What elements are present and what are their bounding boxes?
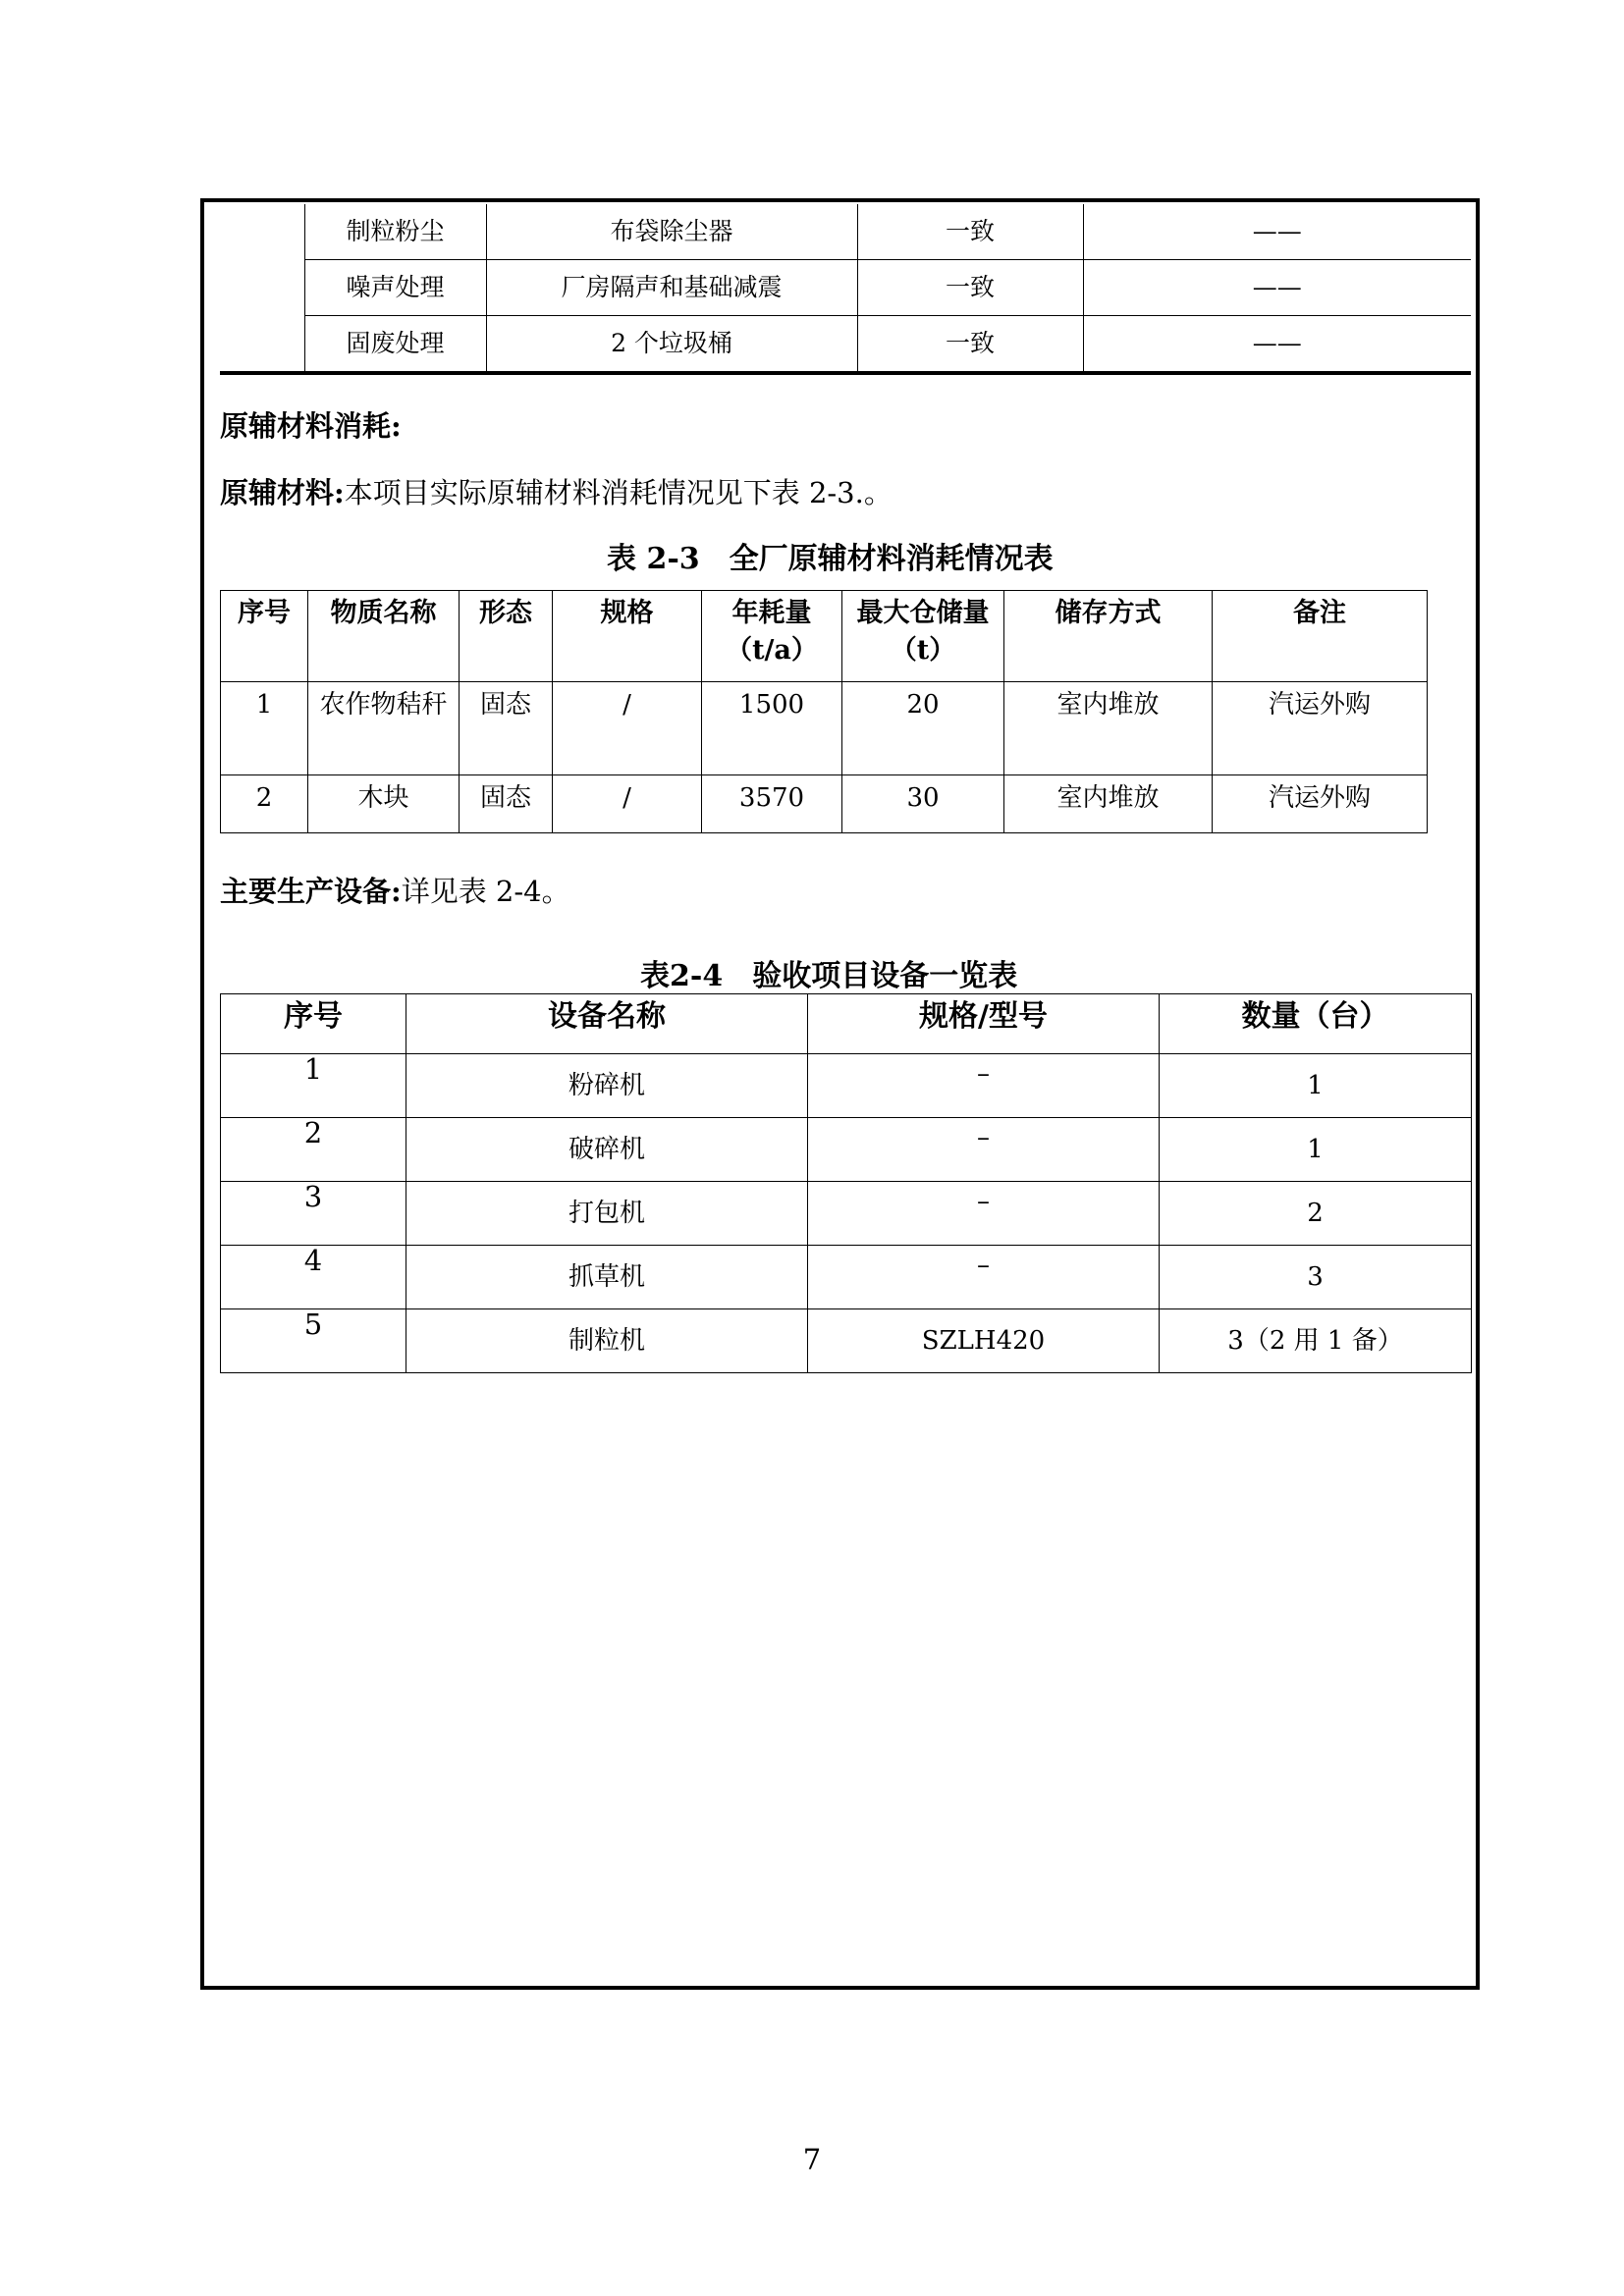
table-cell: 抓草机 [406, 1246, 808, 1309]
table-row [220, 260, 1471, 316]
table-row [221, 1309, 1472, 1373]
header-cell: 序号 [221, 591, 308, 682]
materials-table [220, 590, 1428, 833]
table-cell: 室内堆放 [1004, 682, 1213, 775]
table-cell: 3 [1160, 1246, 1472, 1309]
header-cell: 形态 [460, 591, 553, 682]
table-cell: 木块 [308, 775, 460, 833]
table-cell: 4 [221, 1246, 406, 1309]
table-cell: / [553, 775, 702, 833]
table-cell: 固态 [460, 775, 553, 833]
table-cell: 30 [842, 775, 1004, 833]
table-cell: 1 [1160, 1054, 1472, 1118]
header-cell: 设备名称 [406, 994, 808, 1054]
header-cell: 序号 [221, 994, 406, 1054]
table-cell: 打包机 [406, 1182, 808, 1246]
materials-label: 原辅材料: [220, 476, 345, 509]
table-row [221, 1182, 1472, 1246]
header-cell: 数量（台） [1160, 994, 1472, 1054]
materials-text: 本项目实际原辅材料消耗情况见下表 2-3.。 [344, 476, 893, 509]
equipment-label: 主要生产设备: [220, 875, 402, 908]
cell-item: 固废处理 [304, 316, 486, 374]
cell-item: 噪声处理 [304, 260, 486, 316]
table-cell: – [808, 1118, 1160, 1182]
table-cell: 制粒机 [406, 1309, 808, 1373]
materials-paragraph [220, 473, 893, 512]
cell-measure: 厂房隔声和基础减震 [486, 260, 857, 316]
page-number: 7 [802, 2143, 822, 2176]
equipment-paragraph [220, 872, 570, 911]
pollution-control-table [220, 204, 1471, 375]
table-cell: 汽运外购 [1213, 682, 1428, 775]
table-cell: 2 [1160, 1182, 1472, 1246]
table-cell: 3570 [702, 775, 842, 833]
cell-note: —— [1083, 204, 1471, 260]
header-cell: 规格/型号 [808, 994, 1160, 1054]
table-cell: 农作物秸秆 [308, 682, 460, 775]
cell-status: 一致 [857, 204, 1083, 260]
table-cell: 5 [221, 1309, 406, 1373]
cell-measure: 2 个垃圾桶 [486, 316, 857, 374]
table-row [221, 775, 1428, 833]
table-cell: 2 [221, 1118, 406, 1182]
equipment-table [220, 993, 1472, 1373]
table-cell: – [808, 1246, 1160, 1309]
table-cell: 1500 [702, 682, 842, 775]
equipment-text: 详见表 2-4。 [401, 875, 570, 908]
table-row [221, 1246, 1472, 1309]
table23-caption: 表 2-3 全厂原辅材料消耗情况表 [607, 542, 1054, 576]
cell-status: 一致 [857, 316, 1083, 374]
table-cell: 室内堆放 [1004, 775, 1213, 833]
table-cell: SZLH420 [808, 1309, 1160, 1373]
cell-measure: 布袋除尘器 [486, 204, 857, 260]
cell-note: —— [1083, 260, 1471, 316]
header-cell: 储存方式 [1004, 591, 1213, 682]
header-cell: 规格 [553, 591, 702, 682]
table-cell: 破碎机 [406, 1118, 808, 1182]
table-row [221, 1118, 1472, 1182]
table-cell: / [553, 682, 702, 775]
table-cell: – [808, 1054, 1160, 1118]
cell-item: 制粒粉尘 [304, 204, 486, 260]
materials-heading: 原辅材料消耗: [220, 409, 402, 443]
table-cell: 20 [842, 682, 1004, 775]
header-cell: 物质名称 [308, 591, 460, 682]
table24-caption: 表2-4 验收项目设备一览表 [640, 959, 1018, 993]
cell-note: —— [1083, 316, 1471, 374]
table-cell: 1 [1160, 1118, 1472, 1182]
header-cell: 备注 [1213, 591, 1428, 682]
table-cell: 3（2 用 1 备） [1160, 1309, 1472, 1373]
table-row [220, 204, 1471, 260]
table-header-row [221, 591, 1428, 682]
table-cell: 汽运外购 [1213, 775, 1428, 833]
header-cell: 年耗量（t/a） [702, 591, 842, 682]
table-row [220, 316, 1471, 374]
table-cell: – [808, 1182, 1160, 1246]
cell-status: 一致 [857, 260, 1083, 316]
table-row [221, 682, 1428, 775]
page-frame [200, 198, 1480, 1990]
table-cell: 固态 [460, 682, 553, 775]
table-header-row [221, 994, 1472, 1054]
table-cell: 1 [221, 682, 308, 775]
table-cell: 1 [221, 1054, 406, 1118]
table-cell: 3 [221, 1182, 406, 1246]
table-cell: 2 [221, 775, 308, 833]
table-row [221, 1054, 1472, 1118]
table-cell: 粉碎机 [406, 1054, 808, 1118]
blank-cell [220, 204, 304, 373]
header-cell: 最大仓储量（t） [842, 591, 1004, 682]
